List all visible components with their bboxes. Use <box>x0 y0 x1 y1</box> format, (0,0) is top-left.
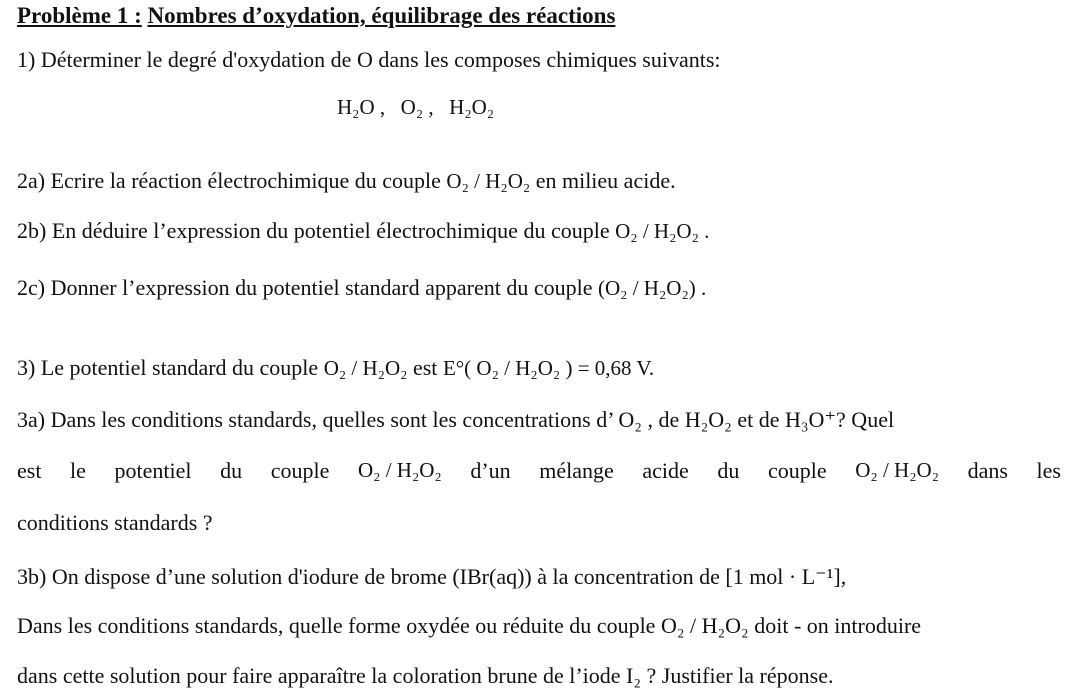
question-3a-line-2 <box>17 460 1061 482</box>
word: du <box>220 458 243 483</box>
word: le <box>70 458 86 483</box>
question-3-couple: O₂ / H₂O₂ <box>323 356 408 380</box>
question-3a-line-3: conditions standards ? <box>17 510 213 535</box>
couple-formula: O₂ / H₂O₂ <box>357 458 442 482</box>
problem-title <box>17 4 615 27</box>
word: couple <box>767 458 827 483</box>
question-3-text: 3) Le potentiel standard du couple <box>17 355 319 380</box>
question-2c-couple: (O₂ / H₂O₂) . <box>597 276 707 300</box>
question-2c-text: 2c) Donner l’expression du potentiel standard apparent du couple <box>17 275 593 300</box>
formula-list <box>337 94 494 120</box>
question-2a-text: 2a) Ecrire la réaction électrochimique du couple <box>17 168 441 193</box>
question-2a-couple: O₂ / H₂O₂ <box>446 169 531 193</box>
question-2c <box>17 277 706 299</box>
question-2b-text: 2b) En déduire l’expression du potentiel électrochimique du couple <box>17 218 610 243</box>
word: d’un <box>470 458 511 483</box>
question-3b-line-2: Dans les conditions standards, quelle forme oxydée ou réduite du couple O₂ / H₂O₂ doit - on introduire <box>17 613 922 638</box>
question-2a-end: en milieu acide. <box>535 168 676 193</box>
formula-water: H₂O , <box>337 95 386 119</box>
problem-heading: Nombres d’oxydation, équilibrage des réactions <box>147 3 616 28</box>
question-2a <box>17 170 676 192</box>
question-2b <box>17 220 709 242</box>
question-3b-line-1: 3b) On dispose d’une solution d'iodure de brome (IBr(aq)) à la concentration de [1 mol · L⁻¹], <box>17 564 847 589</box>
question-3b-line-3: dans cette solution pour faire apparaître la coloration brune de l’iode I₂ ? Justifier la réponse. <box>17 663 834 688</box>
problem-label: Problème 1 : <box>17 3 142 28</box>
question-3 <box>17 357 654 379</box>
word: acide <box>642 458 689 483</box>
question-3-est: est <box>412 355 438 380</box>
word: du <box>717 458 740 483</box>
couple-formula: O₂ / H₂O₂ <box>855 458 940 482</box>
formula-peroxide: H₂O₂ <box>449 95 495 119</box>
question-1: 1) Déterminer le degré d'oxydation de O dans les composes chimiques suivants: <box>17 47 721 72</box>
word: les <box>1036 458 1061 483</box>
word: mélange <box>539 458 614 483</box>
formula-oxygen: O₂ , <box>400 95 434 119</box>
word: dans <box>967 458 1008 483</box>
question-3a-line-1: 3a) Dans les conditions standards, quelles sont les concentrations d’ O₂ , de H₂O₂ et de H₃O⁺? Quel <box>17 407 895 432</box>
word: potentiel <box>114 458 192 483</box>
word: couple <box>270 458 330 483</box>
question-2b-couple: O₂ / H₂O₂ . <box>615 219 710 243</box>
word: est <box>17 458 42 483</box>
standard-potential: E°( O₂ / H₂O₂ ) = 0,68 V. <box>442 356 655 380</box>
